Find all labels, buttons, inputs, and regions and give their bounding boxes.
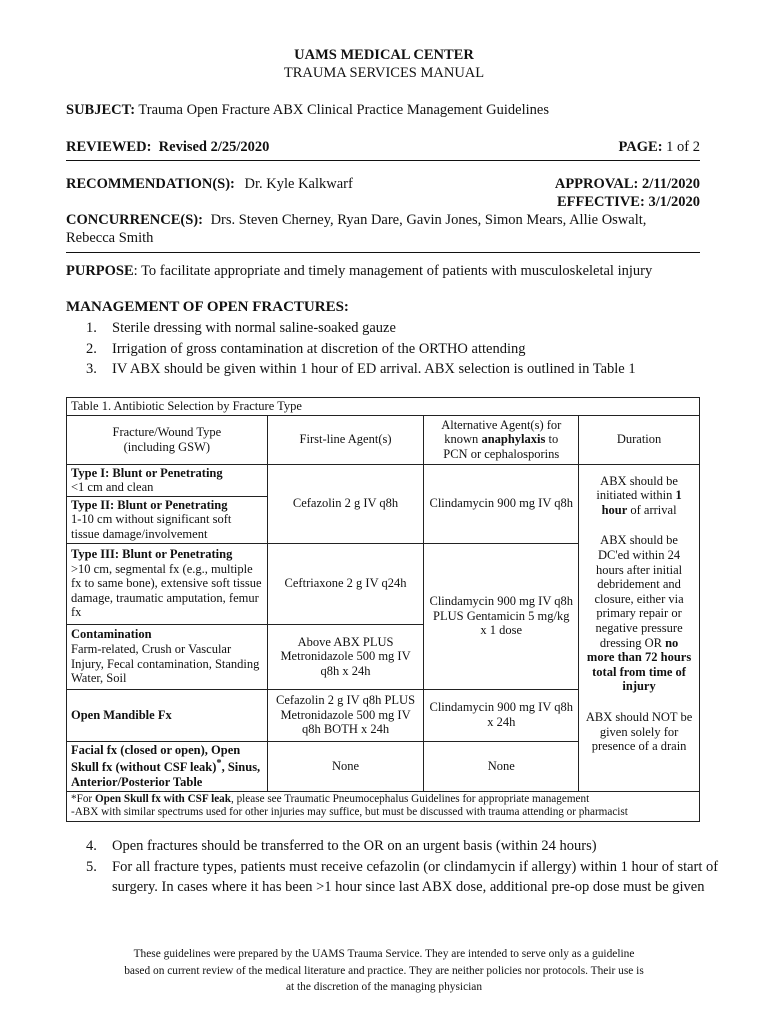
footer-line: based on current review of the medical literature and practice. They are neither policies nor protocols. Their use is xyxy=(124,964,644,977)
footnote-text: Open Skull fx with CSF leak xyxy=(94,792,231,805)
list-text: IV ABX should be given within 1 hour of ED arrival. ABX selection is outlined in Table 1 xyxy=(112,361,636,377)
concurrence-rule xyxy=(66,252,700,253)
header-text: Alternative Agent(s) for xyxy=(441,417,562,432)
footer-line: These guidelines were prepared by the UAMS Trauma Service. They are intended to serve only as a guideline xyxy=(133,948,635,960)
row-title: Skull fx (without CSF leak) xyxy=(71,760,217,775)
list-item xyxy=(66,836,768,857)
header-text: anaphylaxis xyxy=(481,432,546,447)
list-number: 5. xyxy=(86,858,97,875)
list-text: Irrigation of gross contamination at discretion of the ORTHO attending xyxy=(112,340,526,357)
list-text: For all fracture types, patients must receive cefazolin (or clindamycin if allergy) within 1 hour of start of surgery. In cases where it has been >1 hour since last ABX dose, additional pre-op dose must be given xyxy=(112,858,719,895)
after-list xyxy=(66,836,768,898)
disclaimer-footer xyxy=(60,946,708,996)
header-text: (including GSW) xyxy=(123,439,211,454)
row-title: Type III: Blunt or Penetrating xyxy=(71,547,233,562)
purpose-label: PURPOSE xyxy=(66,263,134,279)
list-number: 4. xyxy=(86,838,97,854)
effective-label: EFFECTIVE: xyxy=(556,194,645,210)
approval-line xyxy=(555,175,700,193)
table-caption: Table 1. Antibiotic Selection by Fracture Type xyxy=(67,398,700,416)
recommendation-line xyxy=(66,175,353,193)
row-title: Facial fx (closed or open), Open xyxy=(71,742,241,757)
table-cell-type2 xyxy=(67,496,268,543)
header-alternative xyxy=(424,415,579,464)
row-title: Type II: Blunt or Penetrating xyxy=(71,497,228,512)
table-cell-mandible-first: Cefazolin 2 g IV q8h PLUS Metronidazole 500 mg IV q8h BOTH x 24h xyxy=(267,689,424,741)
effective-line xyxy=(557,193,700,211)
list-item xyxy=(66,318,636,339)
concurrence-line xyxy=(66,211,646,229)
list-item xyxy=(66,857,768,898)
table-footnote xyxy=(67,791,700,821)
subject-label: SUBJECT: xyxy=(66,102,136,118)
duration-text: ABX should be DC'ed within 24 hours after initial debridement and closure, either via primary repair or negative pressure dressing OR xyxy=(594,533,684,650)
header-fracture-type xyxy=(67,415,268,464)
page-label: PAGE: xyxy=(618,139,663,155)
purpose-value: : To facilitate appropriate and timely management of patients with musculoskeletal injury xyxy=(133,263,653,279)
reviewed-line xyxy=(66,138,269,156)
footnote-text: *For xyxy=(71,792,95,805)
row-title: Contamination xyxy=(71,627,152,642)
footnote-text: -ABX with similar spectrums used for other injuries may suffice, but must be discussed with trauma attending or pharmacist xyxy=(71,806,628,819)
table-cell-mandible: Open Mandible Fx xyxy=(67,689,268,741)
table-cell-cefazolin: Cefazolin 2 g IV q8h xyxy=(267,464,424,543)
duration-2 xyxy=(585,533,693,694)
concurrence-line-2: Rebecca Smith xyxy=(66,230,154,246)
recommendation-value: Dr. Kyle Kalkwarf xyxy=(244,176,353,192)
reviewed-label: REVIEWED: xyxy=(66,139,152,155)
table-cell-facial-first: None xyxy=(267,741,424,791)
table-cell-contamination xyxy=(67,624,268,689)
page-value: 1 of 2 xyxy=(666,139,700,155)
table-cell-clinda-genta: Clindamycin 900 mg IV q8h PLUS Gentamicin 5 mg/kg x 1 dose xyxy=(424,543,579,689)
header-duration: Duration xyxy=(579,415,700,464)
duration-text: ABX should be initiated within xyxy=(596,473,678,503)
duration-1 xyxy=(585,474,693,518)
row-desc: 1-10 cm without significant soft tissue damage/involvement xyxy=(71,512,232,541)
header-rule xyxy=(66,160,700,161)
header-first-line: First-line Agent(s) xyxy=(267,415,424,464)
duration-3 xyxy=(585,710,693,754)
list-text: Sterile dressing with normal saline-soaked gauze xyxy=(112,320,396,336)
table-cell-facial-alt: None xyxy=(424,741,579,791)
list-item xyxy=(66,339,636,360)
table-cell-type3 xyxy=(67,543,268,624)
subject-value: Trauma Open Fracture ABX Clinical Practice Management Guidelines xyxy=(138,102,550,118)
duration-text: ABX should NOT be given solely for presence of a drain xyxy=(585,709,693,754)
table-cell-duration xyxy=(579,464,700,791)
row-title: Type I: Blunt or Penetrating xyxy=(71,465,223,480)
header-text: PCN or cephalosporins xyxy=(443,446,560,461)
concurrence-value-1: Drs. Steven Cherney, Ryan Dare, Gavin Jones, Simon Mears, Allie Oswalt, xyxy=(210,212,647,228)
manual-title: TRAUMA SERVICES MANUAL xyxy=(283,65,485,81)
list-item xyxy=(66,359,636,380)
header-text: Fracture/Wound Type xyxy=(112,425,222,439)
duration-text: no more than 72 hours total from time of injury xyxy=(586,635,692,694)
purpose-line xyxy=(66,262,652,280)
concurrence-label: CONCURRENCE(S): xyxy=(66,212,203,228)
org-title: UAMS MEDICAL CENTER xyxy=(294,47,474,63)
reviewed-value: Revised 2/25/2020 xyxy=(158,139,270,155)
table-cell-metronidazole: Above ABX PLUS Metronidazole 500 mg IV q8h x 24h xyxy=(267,624,424,689)
footer-line: at the discretion of the managing physician xyxy=(285,981,483,993)
recommendation-label: RECOMMENDATION(S): xyxy=(66,176,235,192)
table-cell-clindamycin: Clindamycin 900 mg IV q8h xyxy=(424,464,579,543)
footnote-marker: * xyxy=(216,758,222,770)
effective-value: 3/1/2020 xyxy=(648,194,700,210)
duration-text: of arrival xyxy=(627,502,677,517)
table-cell-type1 xyxy=(67,464,268,496)
row-title: , Sinus, Anterior/Posterior Table xyxy=(71,760,261,789)
row-desc: Farm-related, Crush or Vascular Injury, Fecal contamination, Standing Water, Soil xyxy=(71,641,260,686)
management-list xyxy=(66,318,636,380)
table-cell-ceftriaxone: Ceftriaxone 2 g IV q24h xyxy=(267,543,424,624)
header-text: known xyxy=(444,432,482,447)
table-cell-mandible-alt: Clindamycin 900 mg IV q8h x 24h xyxy=(424,689,579,741)
row-desc: >10 cm, segmental fx (e.g., multiple fx to same bone), extensive soft tissue damage, traumatic amputation, femur fx xyxy=(71,561,262,620)
approval-value: 2/11/2020 xyxy=(641,176,700,192)
list-number: 3. xyxy=(86,361,97,377)
antibiotic-table xyxy=(66,397,700,822)
approval-label: APPROVAL: xyxy=(554,176,639,192)
table-cell-facial xyxy=(67,741,268,791)
list-number: 2. xyxy=(86,340,97,357)
list-number: 1. xyxy=(86,320,97,336)
management-heading: MANAGEMENT OF OPEN FRACTURES: xyxy=(66,299,349,315)
header-text: to xyxy=(545,432,559,447)
duration-text: 1 hour xyxy=(601,488,682,517)
subject-line xyxy=(66,101,549,119)
page-number xyxy=(619,138,701,156)
row-desc: <1 cm and clean xyxy=(71,480,154,495)
list-text: Open fractures should be transferred to the OR on an urgent basis (within 24 hours) xyxy=(112,838,597,854)
footnote-text: , please see Traumatic Pneumocephalus Guidelines for appropriate management xyxy=(230,792,590,805)
